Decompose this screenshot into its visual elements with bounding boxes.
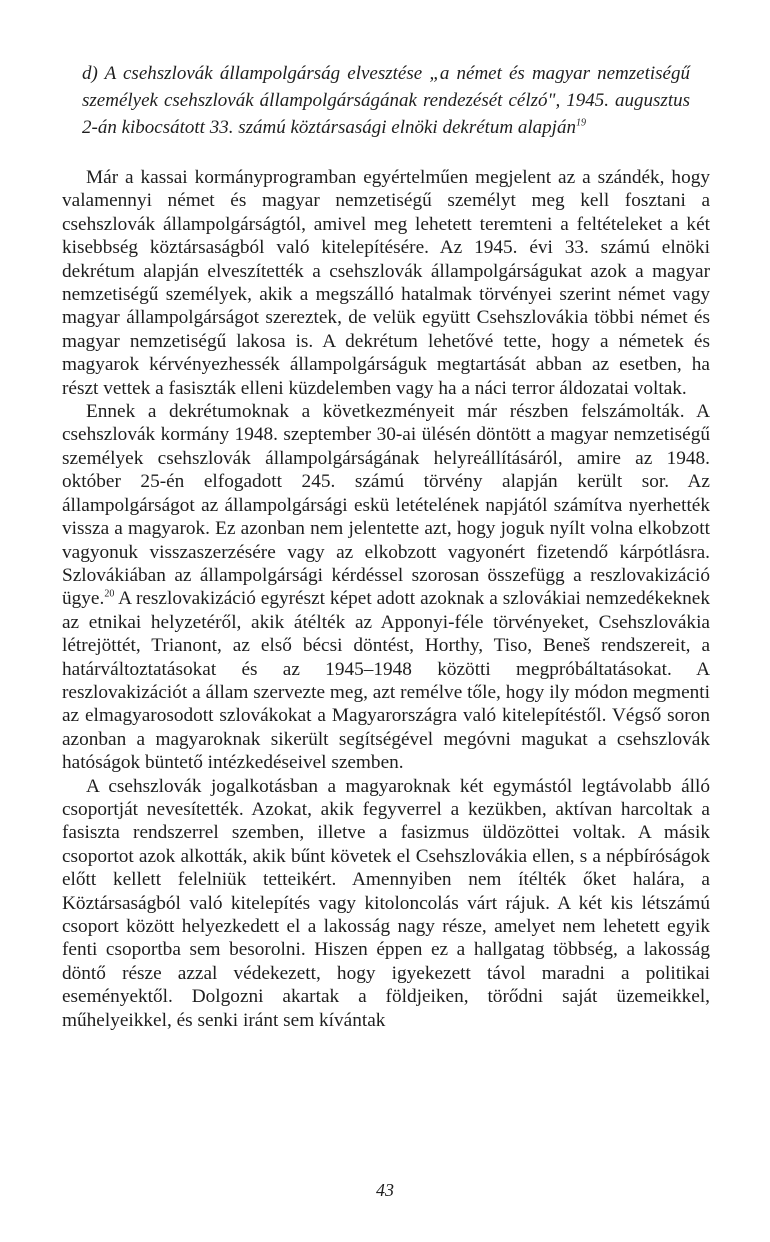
section-heading-text: d) A csehszlovák állampolgárság elvesztése „a német és magyar nemzetiségű személyek csehszlovák állampolgárságának rendezését célzó", 1945. augusztus 2-án kibocsátott 33. számú köztársasági elnöki dekrétum alapján: [82, 63, 690, 138]
paragraph-text: Már a kassai kormányprogramban egyértelműen megjelent az a szándék, hogy valamennyi német és magyar nemzetiségű személyt meg kell fosztani a csehszlovák állampolgárságtól, amivel meg lehetett teremteni a feltételeket a két kisebbség köztársaságból való kitelepítésére. Az 1945. évi 33. számú elnöki dekrétum alapján elveszítették a csehszlovák állampolgárságukat azok a magyar nemzetiségű személyek, akik a megszálló hatalmak törvényei szerint német vagy magyar állampolgárságot szereztek, de velük együtt Csehszlovákia többi német és magyar nemzetiségű lakosa is. A dekrétum lehetővé tette, hogy a németek és magyarok kérvényezhessék állampolgárságuk megtartását abban az esetben, ha részt vettek a fasiszták elleni küzdelemben vagy ha a náci terror áldozatai voltak.: [62, 167, 710, 399]
paragraph-text: A csehszlovák jogalkotásban a magyaroknak két egymástól legtávolabb álló csoportját nevesítették. Azokat, akik fegyverrel a kezükben, aktívan harcoltak a fasiszta rendszerrel szemben, illetve a fasizmus üldözöttei voltak. A másik csoportot azok alkották, akik bűnt követek el Csehszlovákia ellen, s a népbíróságok előtt kellett felelniük tetteikért. Amennyiben nem ítélték őket halára, a Köztársaságból való kitelepítés vagy kitoloncolás várt rájuk. A két kis létszámú csoport között helyezkedett el a lakosság nagy része, amelyet nem lehetett egyik fenti csoportba sem besorolni. Hiszen éppen ez a hallgatag többség, a lakosság döntő része azzal védekezett, hogy igyekezett távol maradni a politikai eseményektől. Dolgozni akartak a földjeiken, törődni saját üzemeikkel, műhelyeikkel, és senki iránt sem kívántak: [62, 775, 710, 1031]
footnote-ref-20: 20: [104, 588, 115, 600]
paragraph-3: [62, 775, 710, 1032]
document-page: [62, 60, 710, 1032]
paragraph-text: Ennek a dekrétumoknak a következményeit már részben felszámolták. A csehszlovák kormány 1948. szeptember 30-ai ülésén döntött a magyar nemzetiségű személyek csehszlovák állampolgárságának helyreállításáról, amire az 1948. október 25-én elfogadott 245. számú törvény alapján került sor. Az állampolgárságot az állampolgársági eskü letételének napjától számítva nyerhették vissza a magyarok. Ez azonban nem jelentette azt, hogy joguk nyílt volna elkobzott vagyonuk visszaszerzésére vagy az elkobzott vagyonért fizetendő kárpótlásra. Szlovákiában az állampolgársági kérdéssel szorosan összefügg a reszlovakizáció ügye.: [62, 401, 710, 610]
footnote-ref-19: 19: [575, 117, 586, 129]
paragraph-2: [62, 400, 710, 775]
paragraph-text-continued: A reszlovakizáció egyrészt képet adott azoknak a szlovákiai nemzedékeknek az etnikai helyzetéről, akik átélték az Apponyi-féle törvényeket, Csehszlovákia létrejöttét, Trianont, az első bécsi döntést, Horthy, Tiso, Beneš rendszereit, a határváltoztatásokat és az 1945–1948 közötti megpróbáltatásokat. A reszlovakizációt a állam szervezte meg, azt remélve tőle, hogy ily módon megmenti az elmagyarosodott szlovákokat a Magyarországra való kitelepítéstől. Végső soron azonban a magyaroknak sikerült segítségével megóvni magukat a csehszlovák hatóságok büntető intézkedéseivel szemben.: [62, 588, 710, 774]
page-number: 43: [376, 1180, 394, 1200]
section-heading: [82, 60, 690, 141]
body-text: [62, 166, 710, 1032]
paragraph-1: [62, 166, 710, 400]
